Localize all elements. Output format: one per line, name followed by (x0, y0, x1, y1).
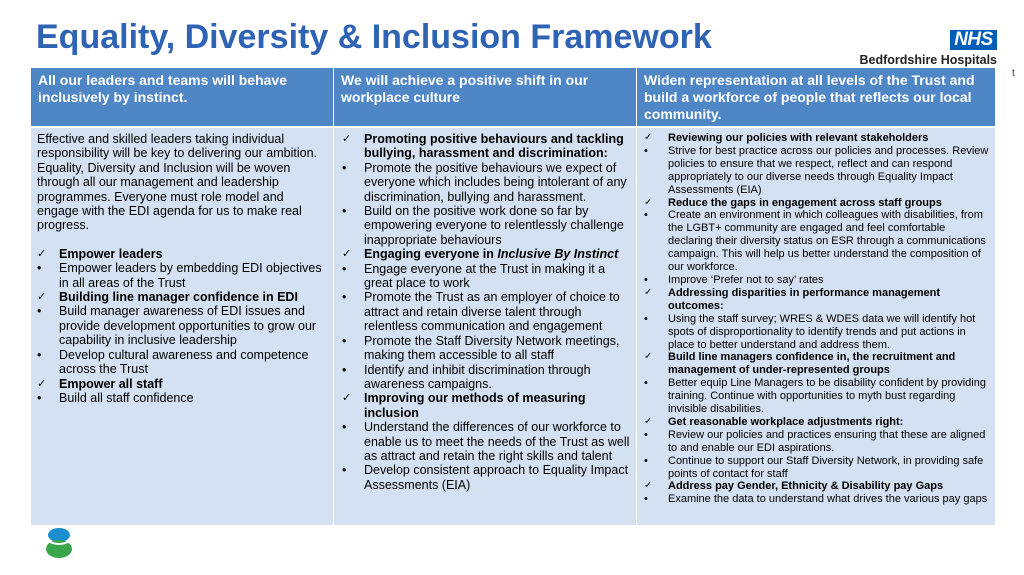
item-text (364, 132, 630, 161)
item-text-main: Improve ‘Prefer not to say’ rates (668, 273, 824, 286)
section-heading-item (37, 247, 327, 261)
bullet-icon: • (37, 390, 42, 405)
item-list (643, 132, 989, 506)
item-text-main: Review our policies and practices ensuring that these are aligned to and enable our EDI aspirations. (668, 428, 986, 454)
checkmark-icon: ✓ (644, 415, 653, 427)
column-body-culture (334, 126, 637, 525)
bullet-icon: • (644, 493, 648, 506)
item-text-main: Promote the Trust as an employer of choice to attract and retain diverse talent through relentless communication and engagement (364, 290, 620, 334)
checkmark-icon: ✓ (644, 480, 653, 492)
item-text-main: Create an environment in which colleagues with disabilities, from the LGBT+ community are engaged and feel comfortable declaring their diversity status on ESR through a communications campaign. This will help us better understand the composition of our workforce. (668, 209, 986, 274)
item-text (668, 493, 989, 506)
column-header-representation: Widen representation at all levels of the Trust and build a workforce of people that reflects our local community. (637, 68, 995, 126)
checkmark-icon: ✓ (342, 248, 352, 261)
item-text-main: Build line managers confidence in, the recruitment and management of under-represented groups (668, 351, 956, 377)
item-text (668, 455, 989, 481)
checkmark-icon: ✓ (342, 133, 352, 145)
item-text-main: Examine the data to understand what drives the various pay gaps (668, 493, 988, 506)
item-text (364, 463, 630, 492)
item-text (668, 287, 989, 313)
bullet-item (340, 363, 630, 392)
bullet-item (643, 209, 989, 274)
item-text-main: Continue to support our Staff Diversity Network, in providing safe points of contact for staff (668, 454, 984, 480)
bullet-item (37, 348, 327, 377)
item-text (59, 377, 327, 391)
checkmark-icon: ✓ (644, 132, 653, 143)
section-heading-item (643, 287, 989, 313)
organisation-name: Bedfordshire Hospitals (859, 53, 997, 67)
bullet-icon: • (342, 290, 347, 305)
section-heading-item (643, 132, 989, 145)
bullet-icon: • (342, 362, 347, 377)
section-heading-item (37, 377, 327, 391)
item-list (340, 132, 630, 492)
section-heading-item (643, 197, 989, 210)
bullet-item (643, 377, 989, 416)
item-text (59, 348, 327, 377)
item-text-main: Engaging everyone in (364, 247, 498, 262)
item-text (364, 161, 630, 204)
bullet-item (340, 420, 630, 463)
bullet-item (643, 145, 989, 197)
item-text-main: Develop consistent approach to Equality Impact Assessments (EIA) (364, 463, 629, 492)
bullet-icon: • (644, 312, 648, 325)
item-text-main: Building line manager confidence in EDI (59, 290, 298, 305)
item-text (668, 313, 989, 352)
bullet-icon: • (37, 304, 42, 319)
checkmark-icon: ✓ (644, 286, 653, 298)
page-title: Equality, Diversity & Inclusion Framework (36, 18, 712, 56)
bullet-item (340, 334, 630, 363)
item-text (364, 247, 630, 261)
item-text (668, 145, 989, 197)
section-heading-item (37, 290, 327, 304)
bullet-item (340, 204, 630, 247)
bullet-item (340, 262, 630, 291)
item-text-main: Empower leaders (59, 246, 163, 261)
item-text (364, 262, 630, 291)
item-text (364, 204, 630, 247)
item-text (364, 391, 630, 420)
bullet-item (643, 493, 989, 506)
bullet-icon: • (342, 463, 347, 478)
item-text (668, 429, 989, 455)
section-heading-item (643, 351, 989, 377)
bullet-icon: • (342, 204, 347, 219)
section-heading-item (340, 391, 630, 420)
bullet-icon: • (644, 273, 648, 286)
section-heading-item (643, 480, 989, 493)
bullet-icon: • (342, 333, 347, 348)
checkmark-icon: ✓ (37, 291, 47, 304)
bullet-icon: • (644, 209, 648, 222)
item-text-main: Build on the positive work done so far by empowering everyone to relentlessly challenge inappropriate behaviours (364, 204, 624, 247)
item-text (59, 290, 327, 304)
item-text-main: Empower leaders by embedding EDI objectives in all areas of the Trust (59, 261, 322, 290)
bullet-item (340, 161, 630, 204)
item-text (59, 304, 327, 347)
section-heading-item (340, 132, 630, 161)
item-text (59, 261, 327, 290)
bullet-icon: • (644, 454, 648, 467)
item-text-emphasis: Inclusive By Instinct (497, 247, 619, 262)
bullet-item (37, 391, 327, 405)
item-text (668, 416, 989, 429)
item-text-main: Reviewing our policies with relevant stakeholders (668, 132, 929, 144)
item-text (59, 391, 327, 405)
bullet-icon: • (644, 428, 648, 441)
bullet-item (643, 274, 989, 287)
item-text-main: Address pay Gender, Ethnicity & Disability pay Gaps (668, 480, 944, 493)
item-text (668, 132, 989, 145)
item-text-main: Build all staff confidence (59, 390, 194, 405)
bullet-icon: • (37, 261, 42, 276)
item-text-main: Empower all staff (59, 376, 163, 391)
column-header-culture: We will achieve a positive shift in our workplace culture (334, 68, 637, 126)
item-text-main: Using the staff survey; WRES & WDES data we will identify hot spots of disproportionality to identify trends and put actions in place to better understand and address them. (668, 312, 976, 351)
item-text (364, 363, 630, 392)
section-heading-item (643, 416, 989, 429)
item-text-main: Strive for best practice across our policies and processes. Review policies to ensure that we respect, reflect and can respond appropriately to our diverse needs through Equality Impact Assessments (EIA) (668, 144, 989, 196)
item-text-main: Develop cultural awareness and competence across the Trust (59, 347, 309, 377)
bullet-item (340, 463, 630, 492)
item-text-main: Identify and inhibit discrimination through awareness campaigns. (364, 362, 591, 391)
item-text (668, 209, 989, 274)
bullet-icon: • (342, 420, 347, 435)
item-text-main: Addressing disparities in performance management outcomes: (668, 286, 941, 312)
bullet-icon: • (644, 144, 648, 157)
item-text (364, 420, 630, 463)
item-text (668, 351, 989, 377)
item-text-main: Better equip Line Managers to be disability confident by providing training. Continue with opportunities to myth bust regarding invisible disabilities. (668, 377, 986, 416)
bullet-icon: • (342, 160, 347, 175)
bullet-item (643, 455, 989, 481)
framework-table (31, 68, 995, 525)
checkmark-icon: ✓ (37, 377, 47, 390)
item-text-main: Reduce the gaps in engagement across staff groups (668, 196, 942, 209)
item-text (59, 247, 327, 261)
column-header-leaders: All our leaders and teams will behave inclusively by instinct. (31, 68, 334, 126)
section-heading-item (340, 247, 630, 261)
checkmark-icon: ✓ (644, 351, 653, 363)
item-text (364, 334, 630, 363)
bullet-item (37, 261, 327, 290)
item-text-main: Build manager awareness of EDI issues and provide development opportunities to grow our capability in inclusive leadership (59, 304, 317, 348)
checkmark-icon: ✓ (342, 392, 352, 405)
item-text (364, 290, 630, 333)
item-text-main: Get reasonable workplace adjustments right: (668, 415, 904, 428)
item-text (668, 480, 989, 493)
item-text-main: Promoting positive behaviours and tackling bullying, harassment and discrimination: (364, 132, 624, 161)
item-list (37, 247, 327, 405)
column-body-representation (637, 126, 995, 525)
bullet-item (643, 313, 989, 352)
nhs-logo: NHS (950, 30, 997, 50)
item-text-main: Promote the positive behaviours we expect of everyone which includes being intolerant of any discrimination, bullying and harassment. (364, 160, 627, 204)
checkmark-icon: ✓ (644, 196, 653, 208)
bullet-item (37, 304, 327, 347)
bullet-icon: • (37, 347, 42, 362)
item-text-main: Understand the differences of our workforce to enable us to meet the needs of the Trust as well as attract and retain the right skills and talent (364, 420, 630, 463)
organisation-name-trail: t (1012, 68, 1015, 79)
bullet-item (643, 429, 989, 455)
item-text (668, 197, 989, 210)
column-body-leaders (31, 126, 334, 525)
partner-logo-icon (44, 527, 74, 559)
checkmark-icon: ✓ (37, 247, 47, 260)
column-intro: Effective and skilled leaders taking individual responsibility will be key to delivering our ambition. Equality, Diversity and Inclusion will be woven through all our management and leadership programmes. Everyone must role model and engage with the EDI agenda for us to make real progress. (37, 132, 317, 233)
item-text (668, 274, 989, 287)
item-text-main: Engage everyone at the Trust in making it a great place to work (364, 261, 606, 291)
item-text (668, 377, 989, 416)
bullet-icon: • (644, 377, 648, 390)
bullet-icon: • (342, 261, 347, 276)
bullet-item (340, 290, 630, 333)
item-text-main: Promote the Staff Diversity Network meetings, making them accessible to all staff (364, 333, 620, 363)
item-text-main: Improving our methods of measuring inclusion (364, 391, 586, 420)
